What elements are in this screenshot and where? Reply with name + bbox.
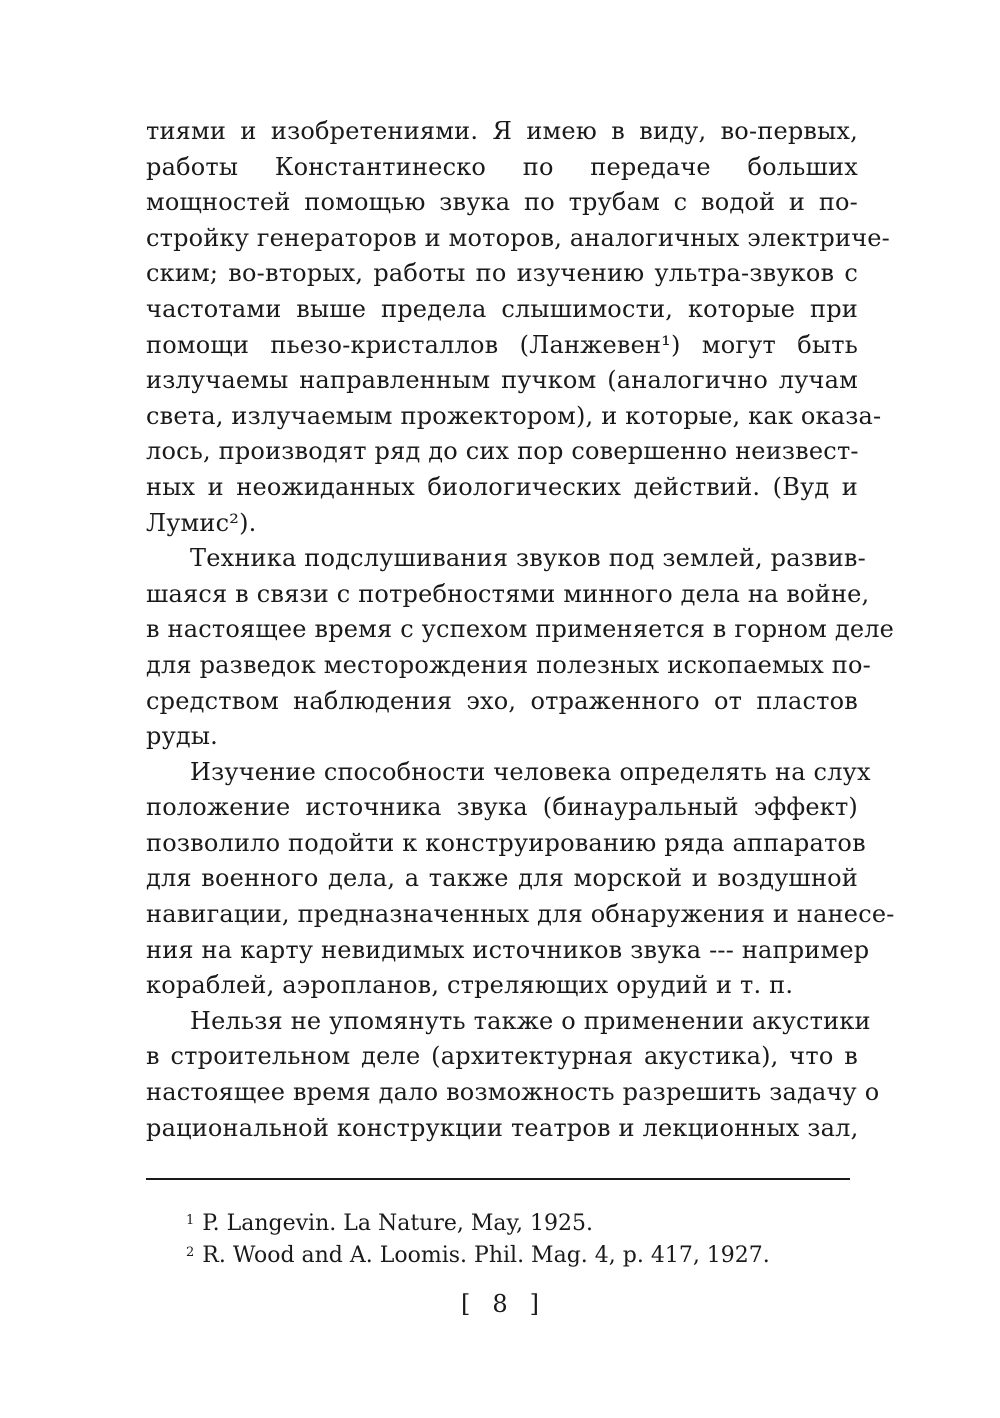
text-line: света, излучаемым прожектором), и которые, как оказа- xyxy=(146,401,882,430)
text-line: помощи пьезо-кристаллов (Ланжевен¹) могут быть xyxy=(146,330,858,359)
text-line: Техника подслушивания звуков под землей, развив- xyxy=(190,544,866,573)
footnote-1 xyxy=(186,1205,850,1237)
text-line: Нельзя не упомянуть также о применении акустики xyxy=(190,1006,871,1035)
text-line: ных и неожиданных биологических действий. (Вуд и xyxy=(146,472,858,501)
text-line: для разведок месторождения полезных ископаемых по- xyxy=(146,650,871,679)
text-line: мощностей помощью звука по трубам с водой и по- xyxy=(146,188,858,217)
footnote-mark: 2 xyxy=(186,1245,195,1260)
text-line: ния на карту невидимых источников звука --- например xyxy=(146,935,870,964)
footnotes xyxy=(186,1205,850,1269)
text-line: Изучение способности человека определять на слух xyxy=(190,757,871,786)
text-line: средством наблюдения эхо, отраженного от пластов xyxy=(146,686,858,715)
footnote-2 xyxy=(186,1237,850,1269)
footnote-divider xyxy=(146,1178,850,1180)
text-line: ским; во-вторых, работы по изучению ультра-звуков с xyxy=(146,259,858,288)
page-bracket-right: ] xyxy=(529,1290,540,1318)
text-line: для военного дела, а также для морской и воздушной xyxy=(146,864,858,893)
text-line: настоящее время дало возможность разрешить задачу о xyxy=(146,1078,880,1107)
text-line: руды. xyxy=(146,722,218,751)
page-number-value: 8 xyxy=(492,1290,508,1318)
footnote-text: R. Wood and A. Loomis. Phil. Mag. 4, p. 417, 1927. xyxy=(202,1243,770,1268)
text-line: позволило подойти к конструированию ряда аппаратов xyxy=(146,828,866,857)
main-text xyxy=(146,114,895,1146)
text-line: частотами выше предела слышимости, которые при xyxy=(146,294,858,323)
text-line: в строительном деле (архитектурная акустика), что в xyxy=(146,1042,858,1071)
page-number xyxy=(0,1288,1000,1320)
text-line: стройку генераторов и моторов, аналогичных электриче- xyxy=(146,223,890,252)
text-line: в настоящее время с успехом применяется в горном деле xyxy=(146,615,895,644)
text-line: положение источника звука (бинауральный эффект) xyxy=(146,793,858,822)
text-line: навигации, предназначенных для обнаружения и нанесе- xyxy=(146,900,895,929)
text-line: рациональной конструкции театров и лекционных зал, xyxy=(146,1113,859,1142)
page-bracket-left: [ xyxy=(460,1290,471,1318)
text-line: кораблей, аэропланов, стреляющих орудий и т. п. xyxy=(146,971,794,1000)
text-line: работы Константинеско по передаче больших xyxy=(146,152,858,181)
footnote-text: P. Langevin. La Nature, May, 1925. xyxy=(202,1211,593,1236)
footnote-mark: 1 xyxy=(186,1213,195,1228)
text-line: тиями и изобретениями. Я имею в виду, во-первых, xyxy=(146,117,858,145)
text-line: Лумис²). xyxy=(146,508,257,537)
text-line: излучаемы направленным пучком (аналогично лучам xyxy=(146,366,858,395)
text-line: шаяся в связи с потребностями минного дела на войне, xyxy=(146,579,870,608)
text-line: лось, производят ряд до сих пор совершенно неизвест- xyxy=(146,437,859,466)
